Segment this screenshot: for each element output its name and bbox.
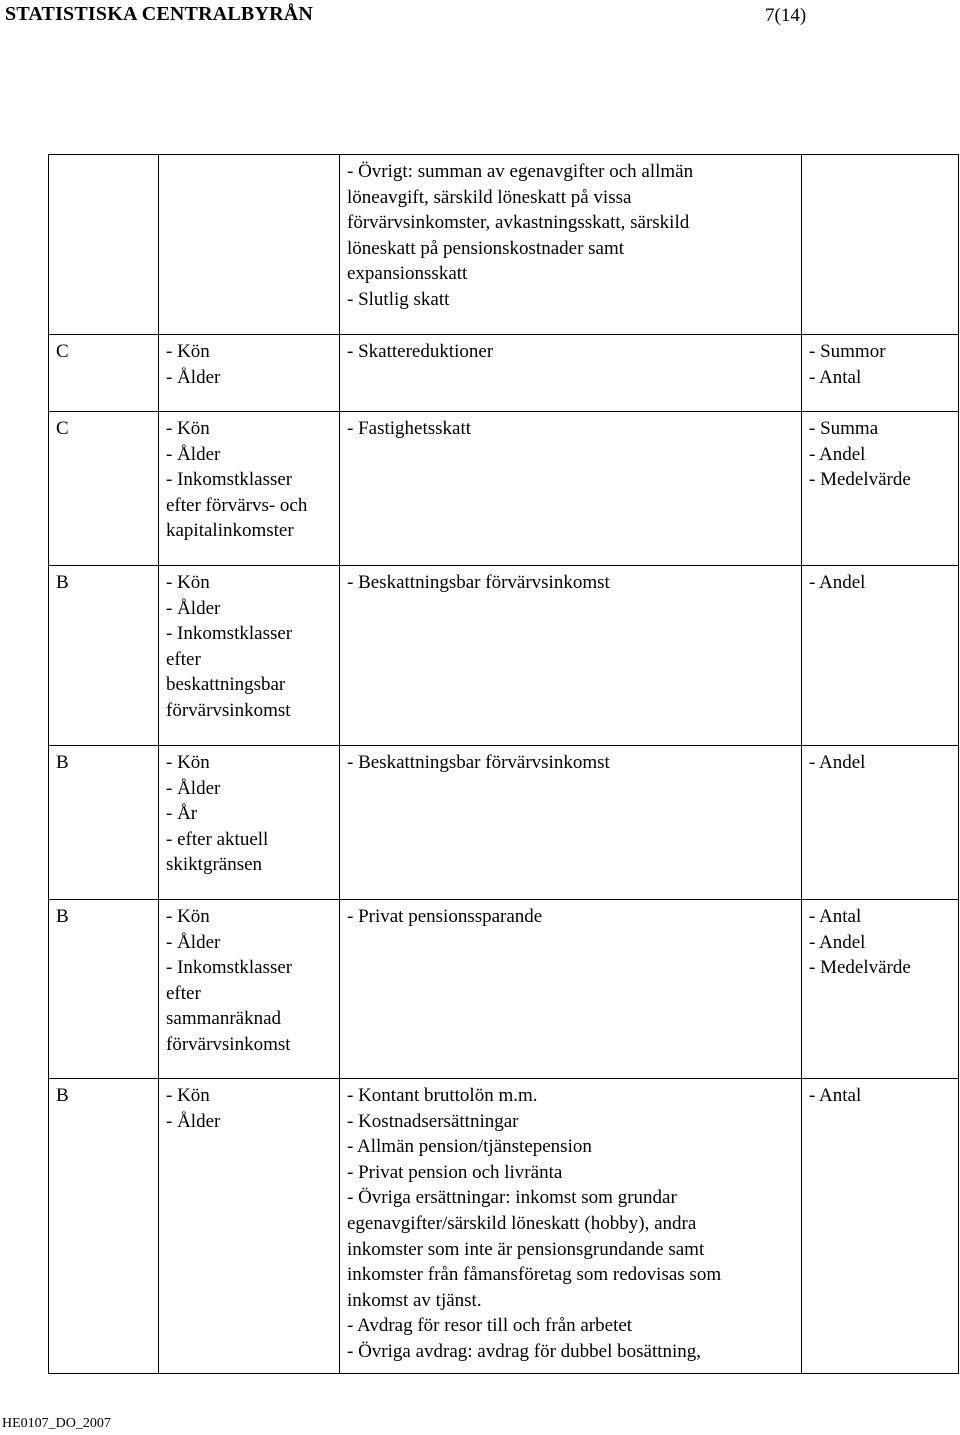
row-code-cell: C [49, 335, 159, 412]
content-line: - Övriga avdrag: avdrag för dubbel bosättning, [347, 1340, 702, 1362]
variable-line: kapitalinkomster [166, 520, 294, 542]
row-content-cell [340, 746, 802, 900]
measure-line: - Antal [809, 1085, 862, 1106]
variable-line: - Ålder [166, 597, 221, 619]
content-line: - Privat pensionssparande [347, 906, 543, 927]
variable-line: - År [166, 803, 198, 825]
variable-line: - Kön [166, 341, 210, 362]
content-line: - Beskattningsbar förvärvsinkomst [347, 572, 610, 593]
row-variables-cell [159, 412, 340, 566]
measure-line: - Summa [809, 418, 879, 439]
variable-line: - Kön [166, 1085, 210, 1106]
content-line: - Allmän pension/tjänstepension [347, 1136, 592, 1158]
row-measures-cell [802, 412, 959, 566]
content-line: - Kostnadsersättningar [347, 1110, 519, 1132]
measure-line: - Andel [809, 443, 866, 465]
row-variables-cell [159, 1079, 340, 1374]
row-code-cell: B [49, 746, 159, 900]
content-line: - Skattereduktioner [347, 341, 494, 362]
variable-line: - Ålder [166, 931, 221, 953]
variable-line: - Kön [166, 752, 210, 773]
content-line: - Kontant bruttolön m.m. [347, 1085, 538, 1106]
row-variables-cell [159, 900, 340, 1079]
content-line: - Avdrag för resor till och från arbetet [347, 1315, 633, 1337]
variable-line: - Kön [166, 572, 210, 593]
document-code-footer: HE0107_DO_2007 [2, 1416, 111, 1431]
table-row [49, 155, 959, 335]
variable-line: - efter aktuell [166, 828, 269, 850]
measure-line: - Medelvärde [809, 469, 911, 491]
content-line: egenavgifter/särskild löneskatt (hobby), andra [347, 1212, 697, 1234]
row-measures-cell [802, 335, 959, 412]
content-line: - Övrigt: summan av egenavgifter och allmän [347, 161, 694, 182]
variable-line: - Ålder [166, 366, 221, 388]
table-row [49, 900, 959, 1079]
row-variables-cell [159, 155, 340, 335]
table-row [49, 566, 959, 746]
measure-line: - Antal [809, 906, 862, 927]
variable-line: - Ålder [166, 443, 221, 465]
measure-line: - Andel [809, 572, 866, 593]
variable-line: efter [166, 648, 201, 670]
row-content-cell [340, 900, 802, 1079]
document-org-header: STATISTISKA CENTRALBYRÅN [5, 3, 314, 25]
table-row [49, 1079, 959, 1374]
content-line: inkomster från fåmansföretag som redovisas som [347, 1264, 722, 1286]
table-row [49, 746, 959, 900]
variable-line: efter [166, 982, 201, 1004]
variable-line: skiktgränsen [166, 854, 263, 876]
content-line: expansionsskatt [347, 263, 468, 285]
row-measures-cell [802, 746, 959, 900]
table-row [49, 335, 959, 412]
row-code-cell: B [49, 900, 159, 1079]
measure-line: - Summor [809, 341, 886, 362]
variable-line: - Ålder [166, 1110, 221, 1132]
row-code-cell: B [49, 566, 159, 746]
content-line: inkomster som inte är pensionsgrundande samt [347, 1238, 705, 1260]
variable-line: förvärvsinkomst [166, 699, 291, 721]
content-line: löneskatt på pensionskostnader samt [347, 237, 625, 259]
content-line: - Privat pension och livränta [347, 1161, 563, 1183]
row-measures-cell [802, 900, 959, 1079]
row-variables-cell [159, 566, 340, 746]
row-content-cell [340, 412, 802, 566]
row-measures-cell [802, 155, 959, 335]
measure-line: - Medelvärde [809, 957, 911, 979]
measure-line: - Andel [809, 752, 866, 773]
variable-line: - Inkomstklasser [166, 623, 293, 645]
row-code-cell [49, 155, 159, 335]
variable-line: - Inkomstklasser [166, 469, 293, 491]
content-line: inkomst av tjänst. [347, 1289, 482, 1311]
content-line: - Slutlig skatt [347, 288, 450, 310]
variable-line: beskattningsbar [166, 674, 286, 696]
row-content-cell [340, 566, 802, 746]
page-number: 7(14) [765, 5, 807, 26]
row-content-cell [340, 335, 802, 412]
content-line: - Beskattningsbar förvärvsinkomst [347, 752, 610, 773]
content-line: - Fastighetsskatt [347, 418, 472, 439]
variables-table-body [49, 155, 959, 1374]
row-variables-cell [159, 746, 340, 900]
variables-table [48, 154, 959, 1374]
variable-line: - Inkomstklasser [166, 957, 293, 979]
variable-line: förvärvsinkomst [166, 1033, 291, 1055]
content-line: löneavgift, särskild löneskatt på vissa [347, 186, 632, 208]
row-code-cell: C [49, 412, 159, 566]
row-content-cell [340, 1079, 802, 1374]
variable-line: efter förvärvs- och [166, 494, 308, 516]
variable-line: sammanräknad [166, 1008, 282, 1030]
content-line: - Övriga ersättningar: inkomst som grundar [347, 1187, 677, 1209]
measure-line: - Antal [809, 366, 862, 388]
row-content-cell [340, 155, 802, 335]
row-measures-cell [802, 566, 959, 746]
content-line: förvärvsinkomster, avkastningsskatt, särskild [347, 212, 690, 234]
row-measures-cell [802, 1079, 959, 1374]
table-row [49, 412, 959, 566]
variable-line: - Kön [166, 906, 210, 927]
row-code-cell: B [49, 1079, 159, 1374]
row-variables-cell [159, 335, 340, 412]
measure-line: - Andel [809, 931, 866, 953]
variable-line: - Kön [166, 418, 210, 439]
variable-line: - Ålder [166, 777, 221, 799]
